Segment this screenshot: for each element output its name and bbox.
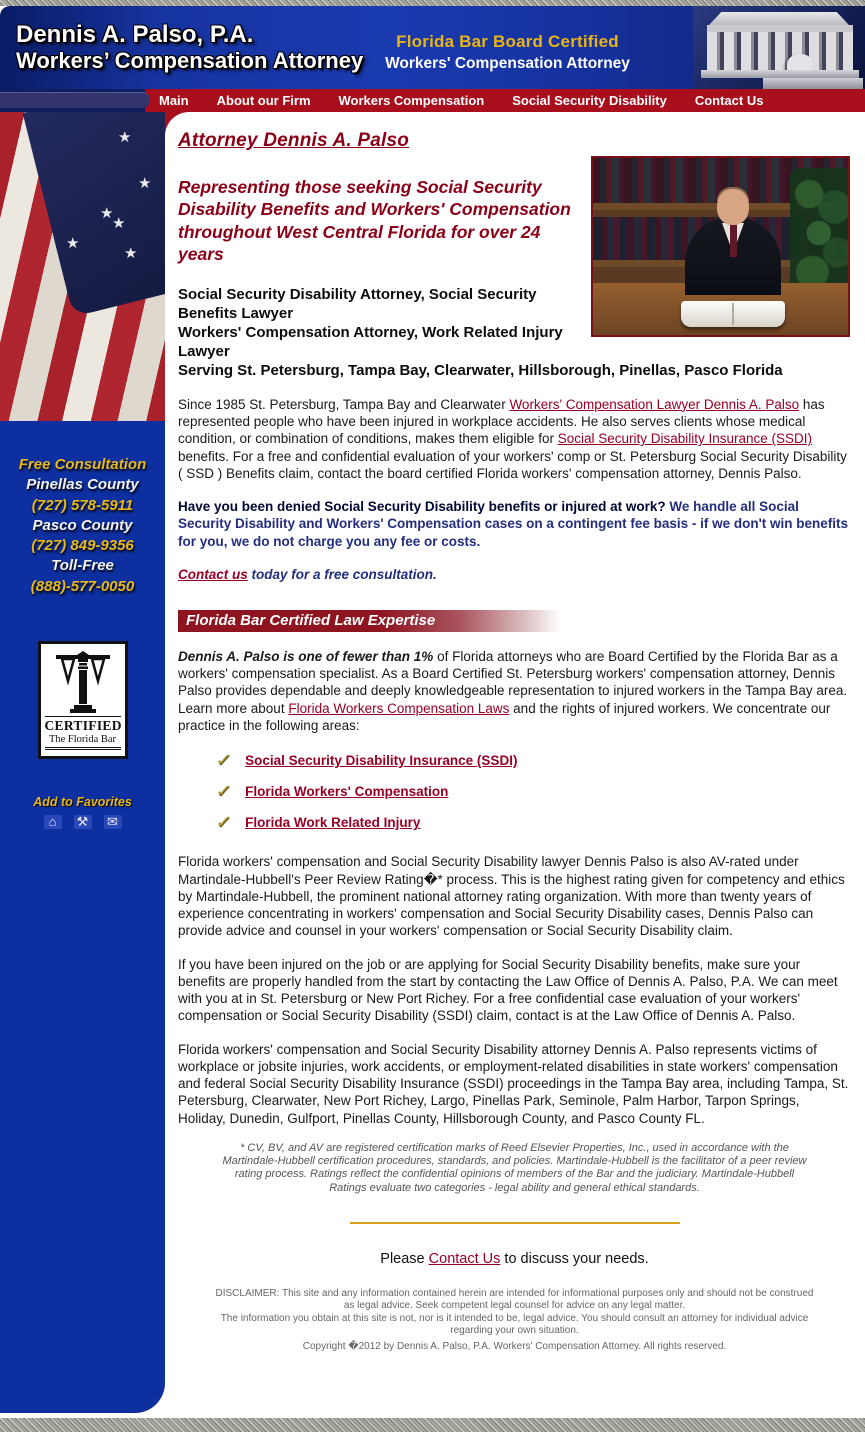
list-item bbox=[216, 781, 851, 802]
tagline: Representing those seeking Social Security Disability Benefits and Workers' Compensation throughout West Central Florida for over 24 years bbox=[178, 177, 571, 265]
main-navigation bbox=[0, 89, 865, 112]
workers-comp-lawyer-link[interactable]: Workers' Compensation Lawyer Dennis A. Palso bbox=[509, 396, 800, 412]
nav-item-workers-comp[interactable]: Workers Compensation bbox=[338, 93, 485, 108]
consultation-title: Free Consultation bbox=[18, 456, 147, 473]
page-body bbox=[0, 112, 865, 1418]
copyright-line: Copyright �2012 by Dennis A. Palso, P.A. Workers' Compensation Attorney. All rights reserved. bbox=[302, 1340, 727, 1352]
tollfree-label: Toll-Free bbox=[51, 557, 114, 575]
main-content bbox=[165, 112, 865, 1418]
scales-of-justice-icon bbox=[48, 651, 118, 713]
attorney-portrait-photo bbox=[591, 156, 850, 337]
practice-link-workers-comp[interactable]: Florida Workers' Compensation bbox=[245, 784, 449, 800]
flag-star-icon: ★ bbox=[100, 205, 114, 222]
practice-areas-list bbox=[216, 750, 851, 833]
av-rating-paragraph: Florida workers' compensation and Social Security Disability lawyer Dennis Palso is also AV-rated under Martindale-Hubbell's Peer Review Rating�* process. This is the highest rating given for competency and ethics by Martindale-Hubbell, the prominent national attorney rating organization. With more than twenty years of experience concentrating in workers' compensation and Social Security Disability cases, Dennis Palso can provide advice and counsel in your workers' compensation or Social Security Disability claim. bbox=[178, 854, 845, 939]
firm-logo bbox=[0, 22, 363, 74]
injured-paragraph: If you have been injured on the job or are applying for Social Security Disability benefits, make sure your benefits are properly handled from the start by contacting the Law Office of Dennis A. Palso, P.A. We can meet with you at in St. Petersburg or New Port Richey. For a free confidential case evaluation of your workers' compensation or Social Security Disability (SSDI) claim, contact is at the Law Office of Dennis A. Palso. bbox=[178, 956, 838, 1024]
nav-item-ssd[interactable]: Social Security Disability bbox=[512, 93, 667, 108]
american-flag-image bbox=[0, 112, 165, 421]
practice-subhead: Social Security Disability Attorney, Social Security Benefits Lawyer Workers' Compensation Attorney, Work Related Injury Lawyer Serving St. Petersburg, Tampa Bay, Clearwater, Hillsborough, Pinellas, Pasco Florida bbox=[178, 285, 783, 379]
divider bbox=[350, 1222, 680, 1224]
disclaimer-line: The information you obtain at this site is not, nor is it intended to be, legal advice. You should consult an attorney for individual advice regarding your own situation. bbox=[220, 1312, 809, 1337]
ssdi-link[interactable]: Social Security Disability Insurance (SSDI) bbox=[557, 431, 813, 447]
bottom-border-texture bbox=[0, 1418, 865, 1432]
sidebar bbox=[0, 112, 165, 1413]
free-consultation-block bbox=[0, 455, 165, 597]
practice-link-work-injury[interactable]: Florida Work Related Injury bbox=[245, 815, 421, 831]
practice-link-ssdi[interactable]: Social Security Disability Insurance (SSDI) bbox=[245, 753, 518, 769]
intro-paragraph: Since 1985 St. Petersburg, Tampa Bay and Clearwater Workers' Compensation Lawyer Dennis A. Palso has represented people who have been injured in workplace accidents. He also serves clients whose medical condition, or combination of conditions, makes them eligible for Social Security Disability Insurance (SSDI) benefits. For a free and confidential evaluation of your workers' comp or St. Petersburg Social Security Disability ( SSD ) Benefits claim, contact the board certified Florida workers' compensation attorney, Dennis Palso. bbox=[178, 396, 847, 481]
nav-item-main[interactable]: Main bbox=[159, 93, 189, 108]
attorney-type-label: Workers' Compensation Attorney bbox=[385, 55, 630, 72]
list-item bbox=[216, 750, 851, 771]
denied-paragraph: Have you been denied Social Security Disability benefits or injured at work? We handle all Social Security Disability and Workers' Compensation cases on a contingent fee basis - if we don't win benefits for you, we do not charge you any fee or costs. bbox=[178, 499, 849, 549]
nav-item-contact[interactable]: Contact Us bbox=[694, 93, 764, 108]
florida-bar-label: The Florida Bar bbox=[45, 734, 121, 750]
flag-star-icon: ★ bbox=[138, 175, 152, 192]
header-certification bbox=[330, 32, 685, 73]
check-icon: ✓ bbox=[214, 812, 233, 833]
please-contact-line: Please Contact Us to discuss your needs. bbox=[380, 1250, 649, 1267]
phone-number: (888)-577-0050 bbox=[30, 577, 135, 595]
florida-bar-certified-seal bbox=[38, 641, 128, 759]
service-area-paragraph: Florida workers' compensation and Social Security Disability attorney Dennis A. Palso represents victims of workplace or jobsite injuries, work accidents, or employment-related disabilities in state workers' compensation and federal Social Security Disability Insurance (SSDI) proceedings in the Tampa Bay area, including Tampa, St. Petersburg, Clearwater, New Port Richey, Largo, Pinellas Park, Seminole, Palm Harbor, Tarpon Springs, Holiday, Dunedin, Gulfport, Pinellas County, Hillsborough County, and Pasco County FL. bbox=[178, 1041, 849, 1126]
mail-icon[interactable]: ✉ bbox=[104, 815, 122, 829]
phone-number: (727) 578-5911 bbox=[31, 496, 134, 514]
home-icon[interactable]: ⌂ bbox=[44, 815, 62, 829]
page-title: Attorney Dennis A. Palso bbox=[178, 130, 410, 151]
flag-star-icon: ★ bbox=[124, 245, 138, 262]
courthouse-image bbox=[693, 6, 865, 89]
fl-workers-comp-laws-link[interactable]: Florida Workers Compensation Laws bbox=[288, 700, 510, 716]
firm-subtitle: Workers’ Compensation Attorney bbox=[16, 47, 364, 73]
add-to-favorites bbox=[0, 795, 165, 829]
board-certified-label: Florida Bar Board Certified bbox=[396, 32, 619, 51]
phone-number: (727) 849-9356 bbox=[31, 537, 134, 554]
disclaimer-line: DISCLAIMER: This site and any information contained herein are intended for informational purposes only and should not be construed as legal advice. Seek competent legal counsel for advice on any legal matter. bbox=[215, 1287, 814, 1312]
martindale-disclaimer: * CV, BV, and AV are registered certification marks of Reed Elsevier Properties, Inc., used in accordance with the Martindale-Hubbell certification procedures, standards, and policies. Martindale-Hubbell is the facilitator of a peer review rating process. Ratings reflect the confidential opinions of members of the Bar and the judiciary. Martindale-Hubbell Ratings evaluate two categories - legal ability and general ethical standards. bbox=[222, 1141, 807, 1194]
expertise-banner: Florida Bar Certified Law Expertise bbox=[178, 610, 568, 632]
contact-cta: Contact us today for a free consultation. bbox=[178, 566, 437, 582]
county-label: Pasco County bbox=[32, 516, 133, 534]
favorites-label: Add to Favorites bbox=[33, 794, 132, 809]
flag-star-icon: ★ bbox=[118, 129, 132, 146]
footer-disclaimer bbox=[215, 1288, 815, 1354]
site-header bbox=[0, 6, 865, 89]
expertise-paragraph: Dennis A. Palso is one of fewer than 1% of Florida attorneys who are Board Certified by the Florida Bar as a workers' compensation specialist. As a Board Certified St. Petersburg workers' compensation attorney, Dennis Palso provides dependable and deeply knowledgeable representation to injured workers in the Tampa Bay area. Learn more about Florida Workers Compensation Laws and the rights of injured workers. We concentrate our practice in the following areas: bbox=[178, 648, 848, 733]
check-icon: ✓ bbox=[214, 781, 233, 802]
firm-name: Dennis A. Palso, P.A. bbox=[16, 20, 254, 48]
flag-star-icon: ★ bbox=[112, 215, 126, 232]
contact-us-footer-link[interactable]: Contact Us bbox=[428, 1250, 501, 1267]
group-icon[interactable]: ⚒ bbox=[74, 815, 92, 829]
county-label: Pinellas County bbox=[26, 476, 139, 494]
nav-left-accent bbox=[0, 92, 150, 108]
flag-star-icon: ★ bbox=[66, 235, 80, 252]
contact-us-link[interactable]: Contact us bbox=[178, 566, 248, 582]
nav-item-about[interactable]: About our Firm bbox=[216, 93, 311, 108]
check-icon: ✓ bbox=[214, 750, 233, 771]
list-item bbox=[216, 812, 851, 833]
plant bbox=[790, 168, 850, 298]
certified-label: CERTIFIED bbox=[44, 717, 122, 733]
